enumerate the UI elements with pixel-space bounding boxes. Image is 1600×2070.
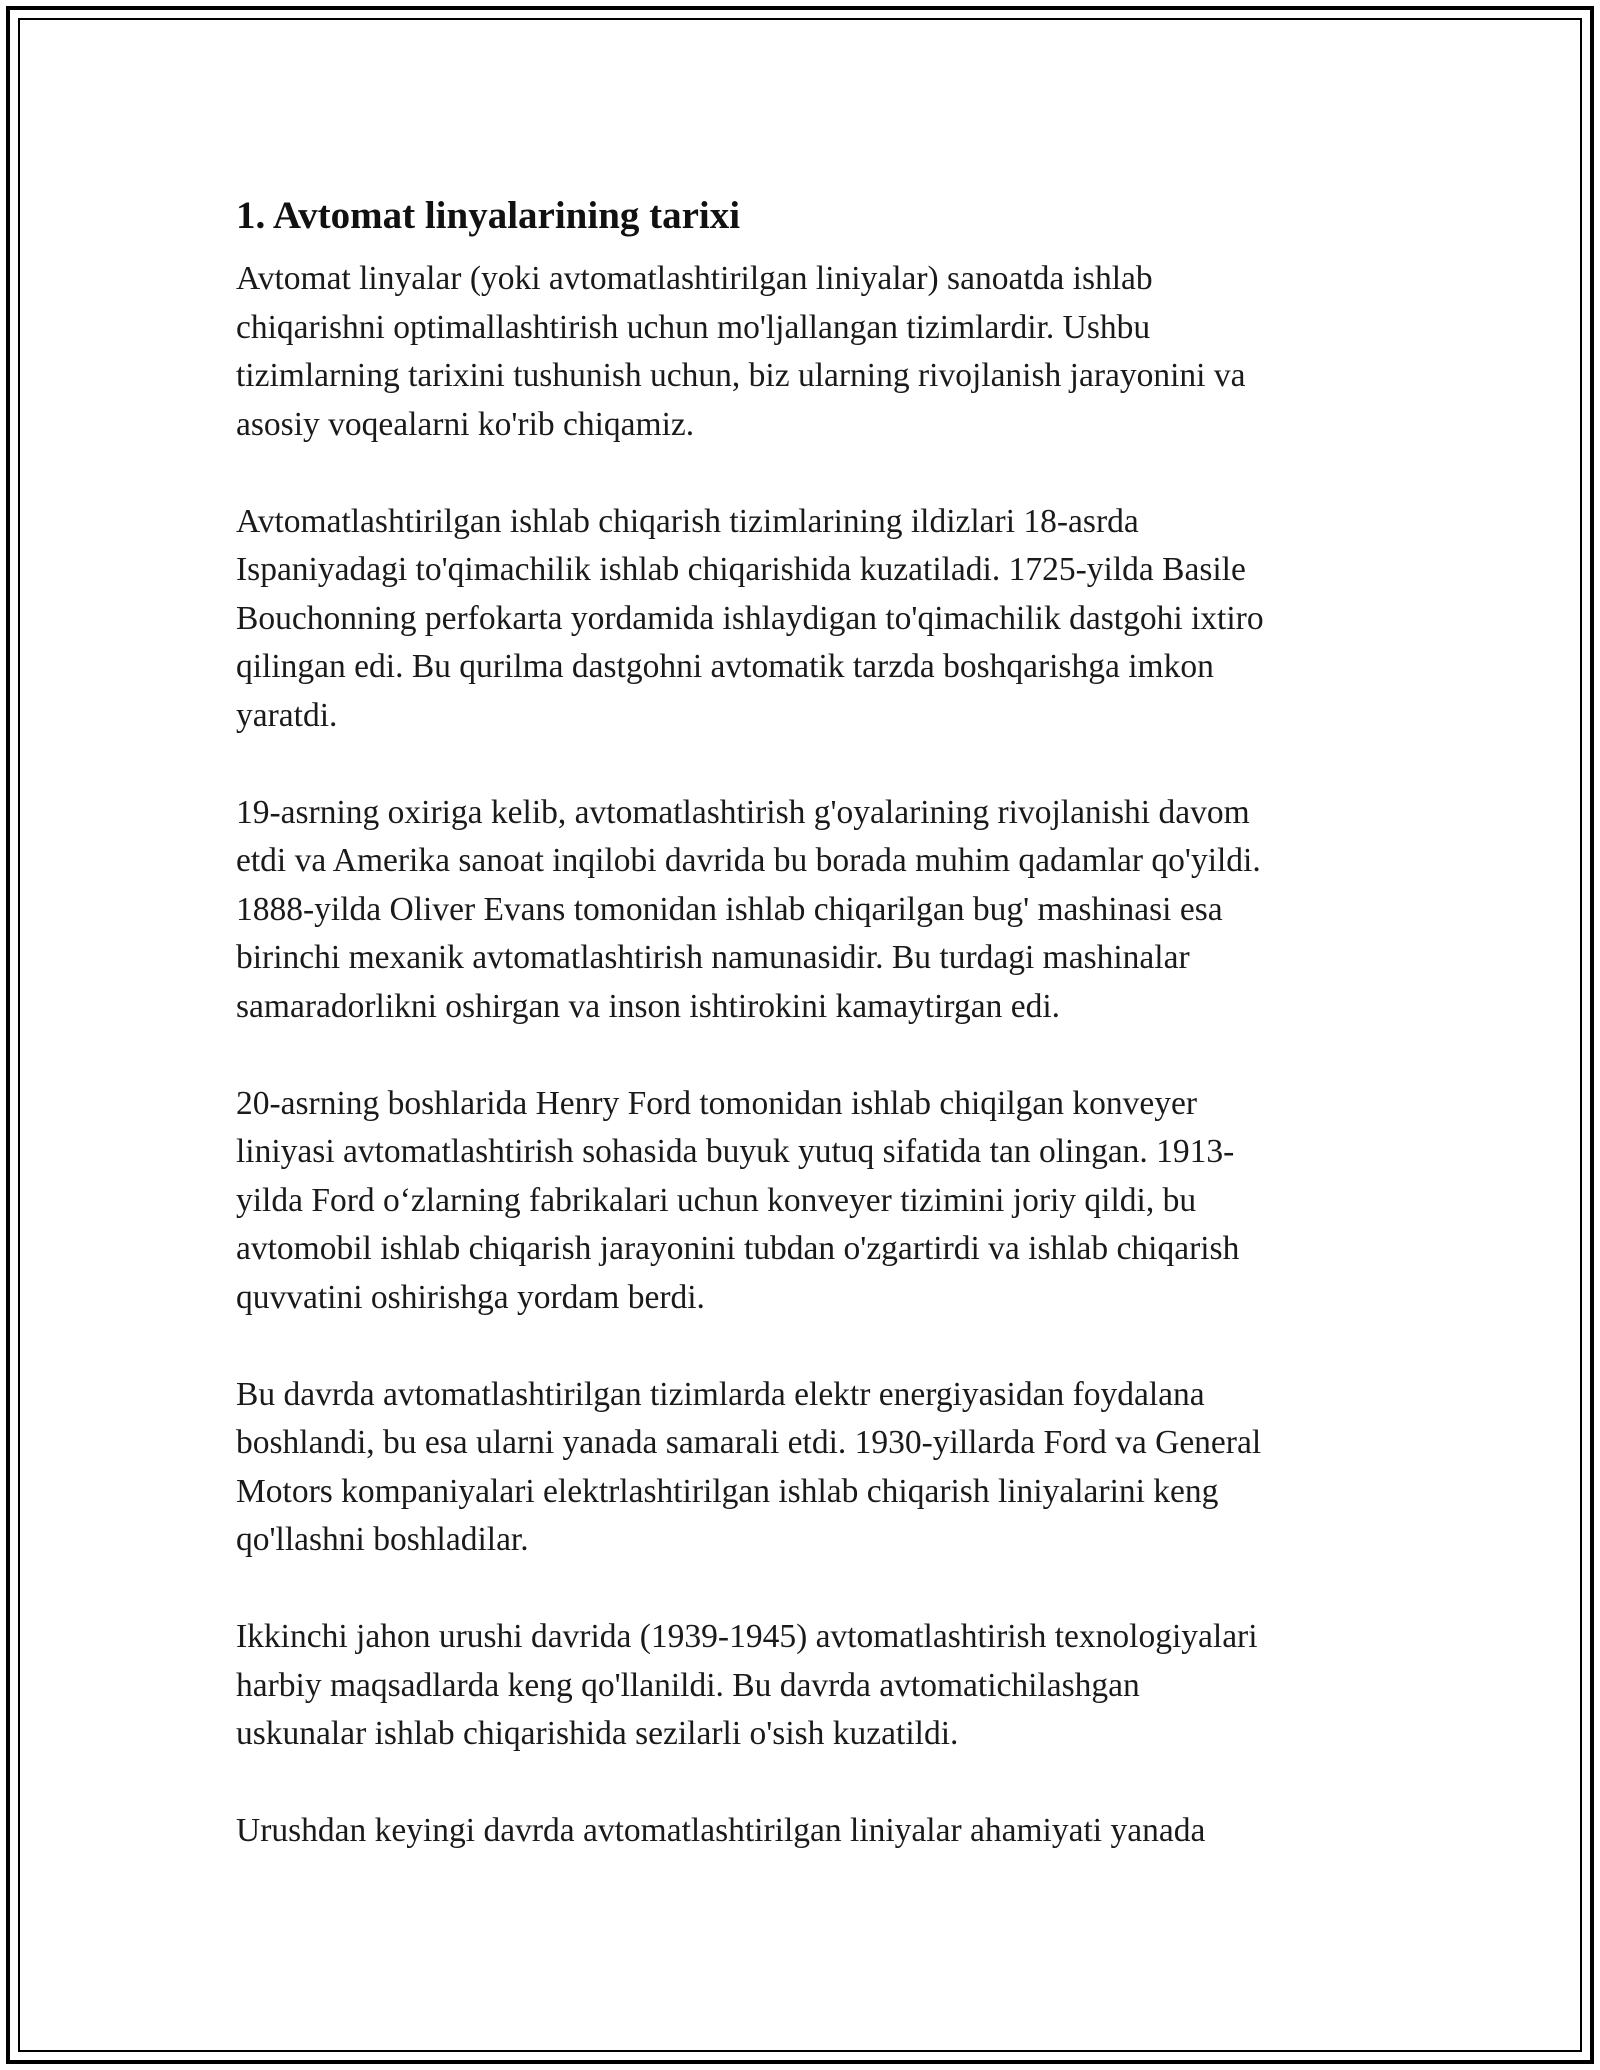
paragraph-electrification [236, 1371, 1376, 1565]
text-line: liniyasi avtomatlashtirish sohasida buyuk yutuq sifatida tan olingan. 1913- [236, 1133, 1235, 1170]
text-line: harbiy maqsadlarda keng qo'llanildi. Bu davrda avtomatichilashgan [236, 1666, 1140, 1704]
text-line: Avtomat linyalar (yoki avtomatlashtirilgan liniyalar) sanoatda ishlab [236, 260, 1153, 297]
text-line: birinchi mexanik avtomatlashtirish namunasidir. Bu turdagi mashinalar [236, 939, 1190, 976]
text-line: asosiy voqealarni ko'rib chiqamiz. [236, 405, 695, 443]
text-line: etdi va Amerika sanoat inqilobi davrida bu borada muhim qadamlar qo'yildi. [236, 842, 1261, 879]
text-line: yaratdi. [236, 696, 338, 734]
text-line: 1888-yilda Oliver Evans tomonidan ishlab chiqarilgan bug' mashinasi esa [236, 890, 1223, 928]
text-line: Motors kompaniyalari elektrlashtirilgan ishlab chiqarish liniyalarini keng [236, 1472, 1219, 1510]
text-line: chiqarishni optimallashtirish uchun mo'ljallangan tizimlardir. Ushbu [236, 308, 1151, 346]
text-line: qilingan edi. Bu qurilma dastgohni avtomatik tarzda boshqarishga imkon [236, 648, 1214, 685]
paragraph-world-war-two [236, 1613, 1376, 1759]
text-line: Urushdan keyingi davrda avtomatlashtirilgan liniyalar ahamiyati yanada [236, 1812, 1206, 1849]
text-line: 19-asrning oxiriga kelib, avtomatlashtirish g'oyalarining rivojlanishi davom [236, 793, 1250, 831]
paragraph-18th-century [236, 498, 1376, 741]
text-line: boshlandi, bu esa ularni yanada samarali etdi. 1930-yillarda Ford va General [236, 1424, 1262, 1461]
text-line: avtomobil ishlab chiqarish jarayonini tubdan o'zgartirdi va ishlab chiqarish [236, 1230, 1240, 1267]
document-body [236, 189, 1376, 1904]
text-line: uskunalar ishlab chiqarishida sezilarli o'sish kuzatildi. [236, 1715, 959, 1752]
text-line: Ispaniyadagi to'qimachilik ishlab chiqarishida kuzatiladi. 1725-yilda Basile [236, 551, 1246, 588]
text-line: Avtomatlashtirilgan ishlab chiqarish tizimlarining ildizlari 18-asrda [236, 502, 1139, 540]
text-line: samaradorlikni oshirgan va inson ishtirokini kamaytirgan edi. [236, 987, 1061, 1025]
text-line: Bouchonning perfokarta yordamida ishlaydigan to'qimachilik dastgohi ixtiro [236, 599, 1264, 637]
text-line: Bu davrda avtomatlashtirilgan tizimlarda elektr energiyasidan foydalana [236, 1375, 1205, 1413]
text-line: tizimlarning tarixini tushunish uchun, biz ularning rivojlanish jarayonini va [236, 357, 1246, 394]
text-line: yilda Ford o‘zlarning fabrikalari uchun konveyer tizimini joriy qildi, bu [236, 1181, 1197, 1219]
paragraph-20th-century [236, 1080, 1376, 1323]
text-line: qo'llashni boshladilar. [236, 1521, 529, 1558]
paragraph-intro [236, 255, 1376, 449]
paragraph-post-war [236, 1807, 1376, 1856]
paragraph-19th-century [236, 789, 1376, 1032]
text-line: Ikkinchi jahon urushi davrida (1939-1945) avtomatlashtirish texnologiyalari [236, 1618, 1258, 1655]
text-line: quvvatini oshirishga yordam berdi. [236, 1278, 705, 1316]
text-line: 20-asrning boshlarida Henry Ford tomonidan ishlab chiqilgan konveyer [236, 1084, 1198, 1122]
section-heading: 1. Avtomat linyalarining tarixi [236, 194, 741, 237]
